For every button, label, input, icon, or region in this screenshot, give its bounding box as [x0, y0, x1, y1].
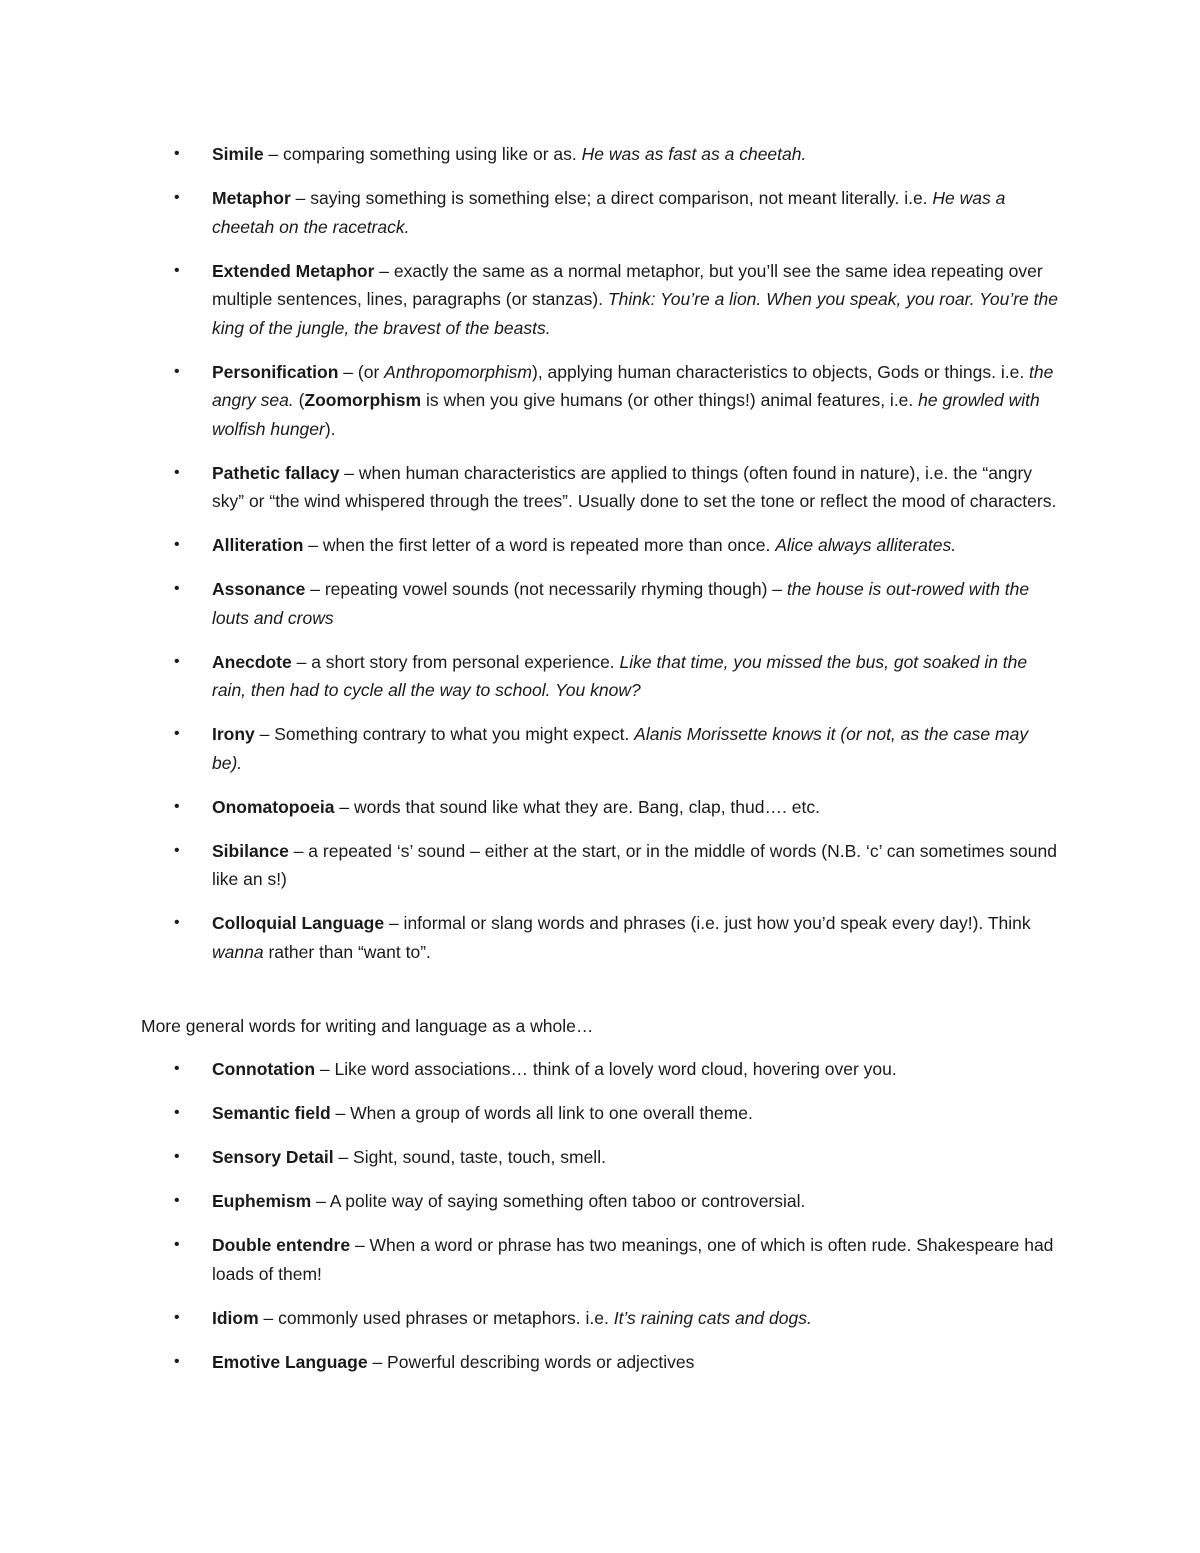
definition-text: is when you give humans (or other things!) animal features, i.e. [421, 390, 919, 410]
bullet-icon: • [174, 725, 180, 742]
list-item-assonance [0, 575, 1200, 632]
bullet-icon: • [174, 914, 180, 931]
definition-text: – A polite way of saying something often taboo or controversial. [311, 1191, 806, 1211]
definition-text: – Powerful describing words or adjectives [367, 1351, 695, 1372]
example-text: Anthropomorphism [384, 361, 532, 382]
example-text: He was a cheetah on the racetrack. [212, 188, 1006, 237]
list-item-personification [0, 358, 1200, 444]
list-item-simile [0, 140, 1200, 169]
term-label: Idiom [212, 1307, 259, 1328]
definition-text: – informal or slang words and phrases (i.e. just how you’d speak every day!). Think [384, 913, 1031, 933]
definition-text: – a repeated ‘s’ sound – either at the start, or in the middle of words (N.B. ‘c’ can sometimes sound like an s!) [212, 840, 1057, 889]
bullet-icon: • [174, 145, 180, 162]
example-text: wanna [212, 941, 264, 962]
definition-text: – commonly used phrases or metaphors. i.e. [258, 1307, 614, 1328]
definition-text: ). [324, 418, 336, 439]
term-label: Alliteration [212, 535, 304, 555]
definition-text: – (or [338, 361, 385, 382]
list-item-onomatopoeia [0, 793, 1200, 822]
definition-text: – repeating vowel sounds (not necessarily rhyming though) – [305, 579, 787, 599]
device-list-general [0, 1055, 1200, 1392]
definition-text: – comparing something using like or as. [263, 144, 582, 164]
definition-text: rather than “want to”. [263, 941, 431, 962]
list-item-pathetic-fallacy [0, 459, 1200, 516]
list-item-colloquial-language [0, 909, 1200, 966]
example-text: the house is out-rowed with the louts and crows [212, 579, 1030, 628]
example-text: Think: You’re a lion. When you speak, you roar. You’re the king of the jungle, the bravest of the beasts. [212, 289, 1058, 338]
definition-text: – Like word associations… think of a lovely word cloud, hovering over you. [315, 1059, 897, 1079]
list-item-idiom [0, 1304, 1200, 1333]
definition-text: – a short story from personal experience. [291, 651, 620, 672]
example-text: Alanis Morissette knows it (or not, as the case may be). [212, 724, 1029, 773]
list-item-emotive-language [0, 1348, 1200, 1377]
example-text: the angry sea. [212, 361, 1054, 410]
term-label: Personification [212, 361, 339, 382]
list-item-metaphor [0, 184, 1200, 241]
term-label: Extended Metaphor [212, 260, 375, 281]
bullet-icon: • [174, 841, 180, 859]
term-label: Euphemism [212, 1191, 312, 1211]
term-label: Emotive Language [212, 1351, 368, 1372]
term-label: Onomatopoeia [212, 796, 335, 817]
bullet-icon: • [174, 652, 180, 670]
term-label: Connotation [212, 1059, 316, 1079]
bullet-icon: • [174, 1352, 180, 1370]
example-text: Like that time, you missed the bus, got soaked in the rain, then had to cycle all the way to school. You know? [212, 651, 1028, 700]
term-label: Metaphor [212, 188, 291, 208]
term-label: Anecdote [212, 651, 292, 672]
term-label: Double entendre [212, 1235, 351, 1255]
bullet-icon: • [174, 536, 180, 553]
bullet-icon: • [174, 1104, 180, 1121]
list-item-alliteration [0, 531, 1200, 560]
device-list-primary [0, 140, 1200, 982]
definition-text: – words that sound like what they are. Bang, clap, thud…. etc. [334, 796, 820, 817]
example-text: Alice always alliterates. [775, 535, 957, 555]
section-intro: More general words for writing and language as a whole… [141, 1016, 594, 1036]
definition-text: – Sight, sound, taste, touch, smell. [333, 1147, 606, 1167]
term-label: Simile [212, 144, 264, 164]
list-item-semantic-field [0, 1099, 1200, 1128]
definition-text: – exactly the same as a normal metaphor, but you’ll see the same idea repeating over multiple sentences, lines, paragraphs (or stanzas). [212, 260, 1043, 309]
bullet-icon: • [174, 362, 180, 380]
definition-text: – Something contrary to what you might expect. [254, 724, 635, 744]
bullet-icon: • [174, 1148, 180, 1165]
list-item-double-entendre [0, 1231, 1200, 1288]
list-item-irony [0, 720, 1200, 777]
definition-text: ( [293, 390, 305, 410]
example-text: It’s raining cats and dogs. [613, 1307, 812, 1328]
bullet-icon: • [174, 261, 180, 279]
bullet-icon: • [174, 1236, 180, 1253]
list-item-sensory-detail [0, 1143, 1200, 1172]
list-item-euphemism [0, 1187, 1200, 1216]
bullet-icon: • [174, 1308, 180, 1326]
definition-text: – when the first letter of a word is repeated more than once. [303, 535, 776, 555]
definition-text: – saying something is something else; a direct comparison, not meant literally. i.e. [290, 188, 933, 208]
definition-text: – When a group of words all link to one overall theme. [330, 1103, 753, 1123]
list-item-anecdote [0, 648, 1200, 705]
list-item-extended-metaphor [0, 257, 1200, 343]
example-text: He was as fast as a cheetah. [581, 144, 807, 164]
term-label: Semantic field [212, 1103, 331, 1123]
bullet-icon: • [174, 1192, 180, 1209]
list-item-connotation [0, 1055, 1200, 1084]
bullet-icon: • [174, 463, 180, 481]
bullet-icon: • [174, 580, 180, 597]
definition-text: – When a word or phrase has two meanings, one of which is often rude. Shakespeare had loads of them! [212, 1235, 1054, 1284]
bullet-icon: • [174, 797, 180, 815]
term-label: Pathetic fallacy [212, 462, 340, 483]
example-text: he growled with wolfish hunger [212, 390, 1040, 439]
term-label: Irony [212, 724, 255, 744]
definition-text: – when human characteristics are applied to things (often found in nature), i.e. the “angry sky” or “the wind whispered through the trees”. Usually done to set the tone or reflect the mood of characters. [212, 462, 1057, 511]
term-label: Sibilance [212, 840, 289, 861]
term-label: Colloquial Language [212, 913, 385, 933]
bullet-icon: • [174, 189, 180, 206]
definition-text: ), applying human characteristics to objects, Gods or things. i.e. [532, 361, 1030, 382]
list-item-sibilance [0, 837, 1200, 894]
term-label: Sensory Detail [212, 1147, 334, 1167]
term-label: Assonance [212, 579, 306, 599]
term-inline: Zoomorphism [304, 390, 422, 410]
bullet-icon: • [174, 1060, 180, 1077]
